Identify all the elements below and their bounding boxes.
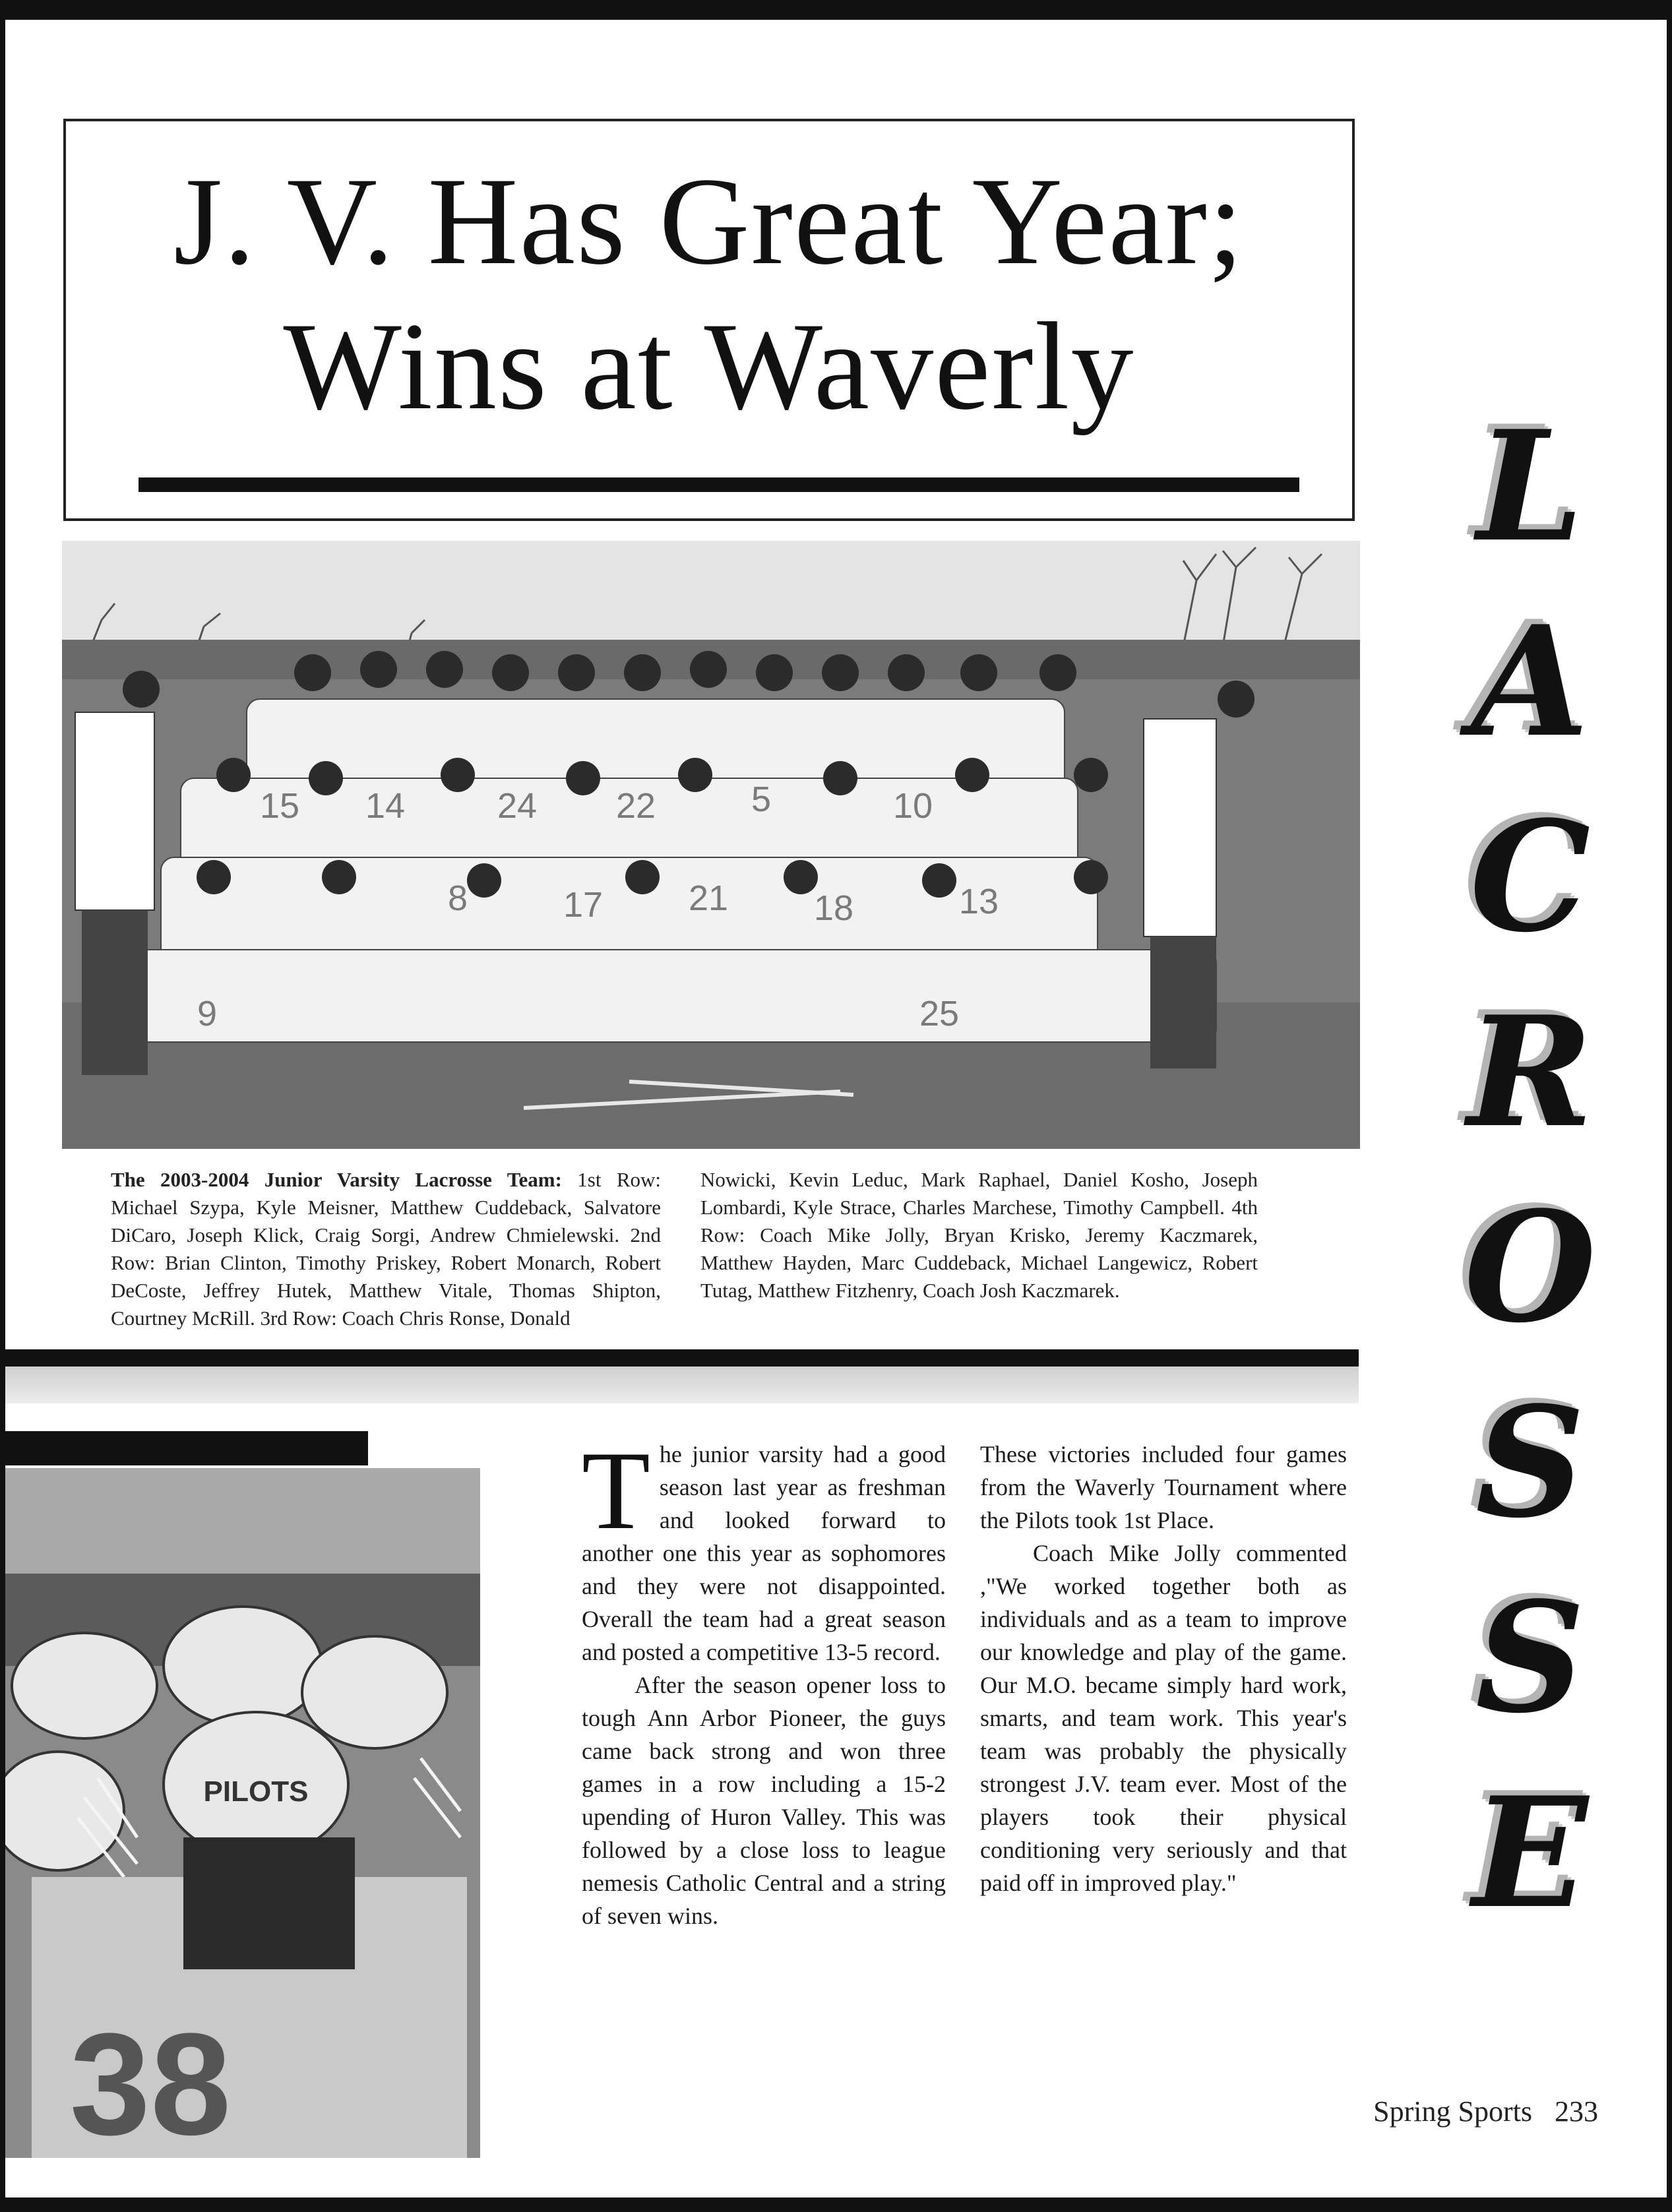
section-divider-shade	[5, 1367, 1359, 1403]
side-letter: L	[1477, 398, 1584, 576]
side-letter: O	[1464, 1179, 1597, 1357]
jersey-number: 18	[813, 888, 854, 928]
side-letter: S	[1475, 1374, 1586, 1552]
jersey-number: 13	[958, 882, 999, 921]
section-divider	[5, 1349, 1359, 1367]
jersey-number: 14	[365, 786, 406, 826]
headline-line-1: J. V. Has Great Year;	[173, 152, 1245, 291]
headline-rule	[139, 477, 1299, 492]
article-paragraph-3: These victories included four games from the Waverly Tournament where the Pilots took 1st Place.	[980, 1441, 1347, 1533]
huddle-photo	[5, 1468, 480, 2158]
caption-lead: The 2003-2004 Junior Varsity Lacrosse Team:	[111, 1168, 562, 1191]
huddle-photo-illustration	[5, 1468, 480, 2158]
page-frame-left	[0, 0, 5, 2212]
side-letter: E	[1472, 1764, 1588, 1942]
article-paragraph-2: After the season opener loss to tough Ann Arbor Pioneer, the guys came back strong and won three games in a row including a 15-2 upending of Huron Valley. This was followed by a close loss to league nemesis Catholic Central and a string of seven wins.	[582, 1672, 946, 1929]
photo-caption-col-1	[111, 1166, 661, 1332]
page-frame-bottom	[0, 2197, 1672, 2212]
page-folio	[1351, 2095, 1598, 2128]
jersey-number: 15	[259, 786, 300, 826]
headline-box	[63, 119, 1355, 521]
jersey-number: 8	[447, 878, 468, 918]
team-photo	[62, 541, 1360, 1149]
team-photo-illustration	[62, 541, 1360, 1149]
article-column-2	[980, 1438, 1347, 1899]
article-paragraph-1	[582, 1429, 946, 1669]
jersey-number: 22	[615, 786, 656, 826]
article-column-1	[582, 1429, 946, 1932]
page-frame-top	[0, 0, 1672, 20]
jersey-number: 25	[919, 994, 960, 1033]
side-letter: R	[1467, 983, 1594, 1161]
folio-section: Spring Sports	[1373, 2095, 1532, 2128]
jersey-number: 21	[688, 878, 729, 918]
drop-cap: T	[582, 1429, 650, 1552]
headline-line-2: Wins at Waverly	[283, 297, 1135, 436]
photo-header-bar	[5, 1431, 368, 1465]
jersey-number: 5	[751, 780, 772, 819]
side-letter: S	[1475, 1569, 1586, 1747]
photo-caption-col-2: Nowicki, Kevin Leduc, Mark Raphael, Daniel Kosho, Joseph Lombardi, Kyle Strace, Charles Marchese, Timothy Campbell. 4th Row: Coach Mike Jolly, Bryan Krisko, Jeremy Kaczmarek, Matthew Hayden, Marc Cuddeback, Michael Langewicz, Robert Tutag, Matthew Fitzhenry, Coach Josh Kaczmarek.	[700, 1168, 1258, 1302]
side-letter: A	[1471, 593, 1590, 771]
jersey-number: 24	[497, 786, 538, 826]
jersey-number: 17	[563, 885, 604, 925]
article-paragraph-4: Coach Mike Jolly commented ,"We worked together both as individuals and as a team to improve our knowledge and play of the game. Our M.O. became simply hard work, smarts, and team work. This year's team was probably the physically strongest J.V. team ever. Most of the players took their physical conditioning very seriously and that paid off in improved play."	[980, 1540, 1347, 1896]
jersey-number: 9	[197, 994, 218, 1033]
jersey-number: 10	[892, 786, 933, 826]
page-frame-right	[1667, 0, 1672, 2212]
side-letter: C	[1470, 788, 1591, 966]
side-title-lacrosse	[1411, 389, 1649, 1951]
caption-text-1: 1st Row: Michael Szypa, Kyle Meisner, Matthew Cuddeback, Salvatore DiCaro, Joseph Klick, Craig Sorgi, Andrew Chmielewski. 2nd Row: Brian Clinton, Timothy Priskey, Robert Monarch, Robert DeCoste, Jeffrey Hutek, Matthew Vitale, Thomas Shipton, Courtney McRill. 3rd Row: Coach Chris Ronse, Donald	[111, 1168, 661, 1330]
folio-page-number: 233	[1555, 2095, 1598, 2128]
helmet-text: PILOTS	[203, 1775, 309, 1808]
article-paragraph-1-text: he junior varsity had a good season last year as freshman and looked forward to another one this year as sophomores and they were not disappointed. Overall the team had a great season and posted a competitive 13-5 record.	[582, 1441, 946, 1665]
huddle-jersey-number: 38	[69, 2003, 232, 2158]
